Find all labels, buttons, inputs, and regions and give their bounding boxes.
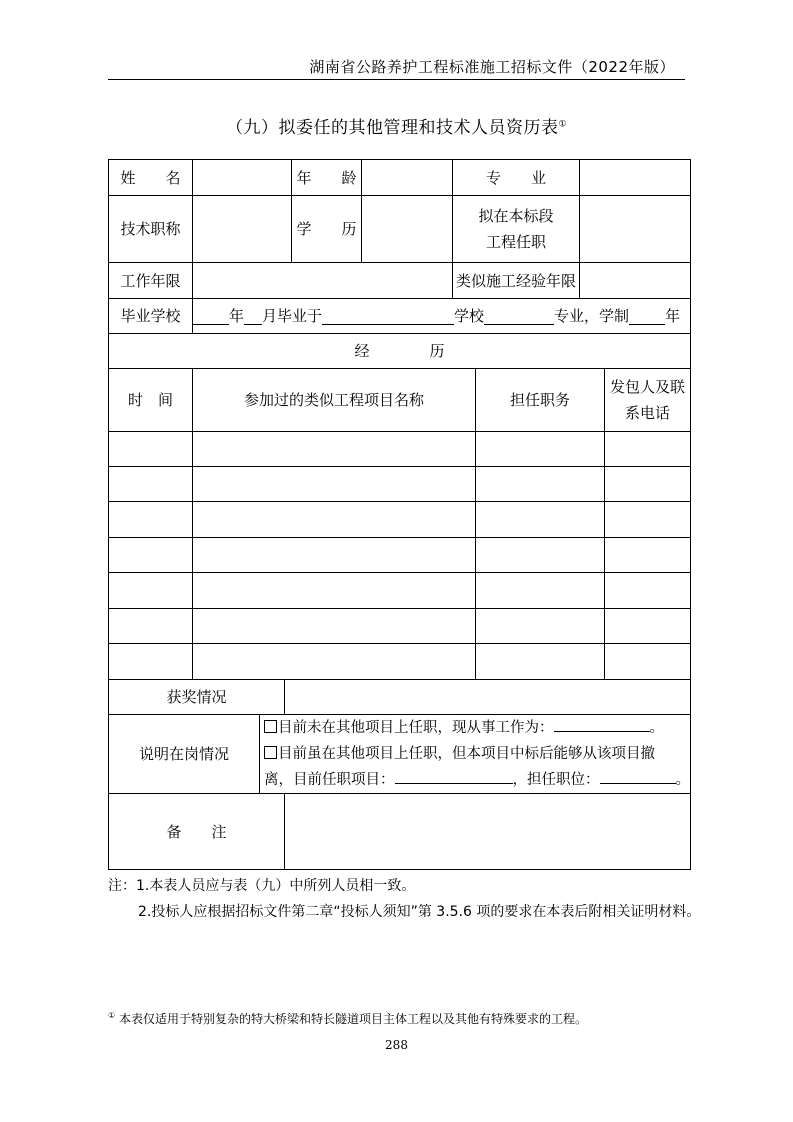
time-cell[interactable] <box>109 573 193 608</box>
duration-blank[interactable] <box>629 308 665 325</box>
time-cell[interactable] <box>109 502 193 537</box>
month-graduated-text: 月毕业于 <box>262 307 323 325</box>
col-time-header: 时 间 <box>109 369 193 431</box>
row-title <box>109 196 690 263</box>
col-contact-line1: 发包人及联 <box>609 378 685 396</box>
note-1: 注：1.本表人员应与表（九）中所列人员相一致。 <box>108 878 416 894</box>
school-fill-line[interactable] <box>193 299 690 333</box>
title-label: 技术职称 <box>109 196 193 262</box>
footnote-mark: ① <box>108 1011 116 1020</box>
row-remarks <box>109 794 690 869</box>
contact-cell[interactable] <box>605 609 690 643</box>
title-footnote-mark: ① <box>558 119 568 130</box>
current-project-blank[interactable] <box>395 767 513 784</box>
current-work-blank[interactable] <box>554 715 650 732</box>
time-cell[interactable] <box>109 644 193 679</box>
awards-field[interactable] <box>285 680 690 714</box>
education-field[interactable] <box>362 196 453 262</box>
contact-cell[interactable] <box>605 502 690 537</box>
remarks-field[interactable] <box>285 794 690 869</box>
row-awards <box>109 680 690 715</box>
similar-years-label: 类似施工经验年限 <box>453 263 580 298</box>
title-field[interactable] <box>193 196 292 262</box>
position-field[interactable] <box>580 196 690 262</box>
table-row <box>109 502 690 538</box>
role-cell[interactable] <box>476 538 605 572</box>
year-unit: 年 <box>229 307 245 325</box>
similar-years-field[interactable] <box>580 263 690 298</box>
project-cell[interactable] <box>193 502 476 537</box>
awards-label: 获奖情况 <box>109 680 285 714</box>
current-position-blank[interactable] <box>600 767 676 784</box>
position-label-line2: 工程任职 <box>485 233 546 251</box>
age-field[interactable] <box>362 160 453 195</box>
time-cell[interactable] <box>109 432 193 466</box>
checkbox-icon[interactable] <box>264 720 277 733</box>
project-cell[interactable] <box>193 538 476 572</box>
grad-month-blank[interactable] <box>244 308 262 325</box>
project-cell[interactable] <box>193 644 476 679</box>
table-row <box>109 644 690 680</box>
contact-cell[interactable] <box>605 538 690 572</box>
footnote-text: 本表仅适用于特别复杂的特大桥梁和特长隧道项目主体工程以及其他有特殊要求的工程。 <box>119 1012 588 1026</box>
table-row <box>109 538 690 573</box>
school-label: 毕业学校 <box>109 299 193 333</box>
checkbox-icon[interactable] <box>264 746 277 759</box>
age-label: 年 龄 <box>292 160 362 195</box>
work-years-label: 工作年限 <box>109 263 193 298</box>
project-cell[interactable] <box>193 609 476 643</box>
status-option-2-cont <box>264 767 690 793</box>
status-option-1[interactable] <box>264 715 664 741</box>
personnel-resume-table <box>108 159 691 870</box>
contact-cell[interactable] <box>605 467 690 501</box>
notes <box>108 873 700 925</box>
note-2: 2.投标人应根据招标文件第二章“投标人须知”第 3.5.6 项的要求在本表后附相关证明材料。 <box>138 904 701 920</box>
col-project-header: 参加过的类似工程项目名称 <box>193 369 476 431</box>
status-field <box>260 715 690 793</box>
work-years-field[interactable] <box>193 263 453 298</box>
row-years <box>109 263 690 299</box>
table-row <box>109 432 690 467</box>
school-name-blank[interactable] <box>322 308 454 325</box>
table-row <box>109 573 690 609</box>
contact-cell[interactable] <box>605 644 690 679</box>
role-cell[interactable] <box>476 644 605 679</box>
experience-heading: 经 历 <box>354 342 445 360</box>
role-cell[interactable] <box>476 432 605 466</box>
contact-cell[interactable] <box>605 573 690 608</box>
experience-header-row <box>109 369 690 432</box>
time-cell[interactable] <box>109 609 193 643</box>
status-line3a: 离，目前任职项目： <box>264 772 395 788</box>
header-rule <box>108 79 685 80</box>
row-status <box>109 715 690 794</box>
status-option-1-end: 。 <box>649 720 664 736</box>
role-cell[interactable] <box>476 502 605 537</box>
row-name <box>109 160 690 196</box>
year-suffix: 年 <box>665 307 681 325</box>
project-cell[interactable] <box>193 573 476 608</box>
page-number: 288 <box>385 1038 408 1052</box>
contact-cell[interactable] <box>605 432 690 466</box>
col-role-header: 担任职务 <box>476 369 605 431</box>
project-cell[interactable] <box>193 432 476 466</box>
name-label: 姓 名 <box>109 160 193 195</box>
table-row <box>109 609 690 644</box>
status-option-2[interactable] <box>264 741 655 767</box>
role-cell[interactable] <box>476 573 605 608</box>
status-line3b: ，担任职位： <box>512 772 600 788</box>
project-cell[interactable] <box>193 467 476 501</box>
major-suffix: 专业，学制 <box>554 307 630 325</box>
status-option-2-text: 目前虽在其他项目上任职，但本项目中标后能够从该项目撤 <box>278 746 655 762</box>
grad-year-blank[interactable] <box>193 308 229 325</box>
role-cell[interactable] <box>476 609 605 643</box>
school-suffix: 学校 <box>454 307 485 325</box>
form-title <box>0 113 793 138</box>
col-contact-line2: 系电话 <box>624 404 670 422</box>
major-blank[interactable] <box>484 308 554 325</box>
footnote <box>108 1010 587 1027</box>
major-label: 专 业 <box>453 160 580 195</box>
row-school <box>109 299 690 334</box>
status-option-1-text: 目前未在其他项目上任职，现从事工作为： <box>278 720 554 736</box>
status-line3-end: 。 <box>675 772 690 788</box>
remarks-label: 备 注 <box>109 794 285 869</box>
education-label: 学 历 <box>292 196 362 262</box>
col-contact-header <box>605 369 690 431</box>
name-field[interactable] <box>193 160 292 195</box>
table-row <box>109 467 690 502</box>
role-cell[interactable] <box>476 467 605 501</box>
major-field[interactable] <box>580 160 690 195</box>
position-label <box>453 196 580 262</box>
time-cell[interactable] <box>109 467 193 501</box>
title-text: （九）拟委任的其他管理和技术人员资历表 <box>225 118 559 138</box>
row-experience-heading <box>109 334 690 369</box>
position-label-line1: 拟在本标段 <box>478 207 554 225</box>
status-label: 说明在岗情况 <box>109 715 260 793</box>
time-cell[interactable] <box>109 538 193 572</box>
running-header: 湖南省公路养护工程标准施工招标文件（2022年版） <box>309 58 675 76</box>
